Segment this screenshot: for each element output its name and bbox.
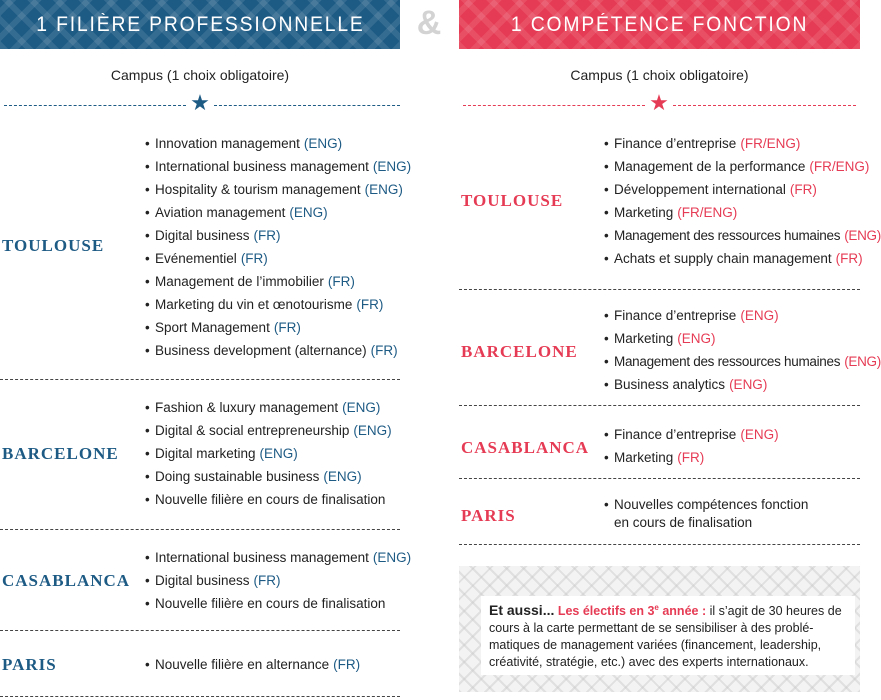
section-divider [459, 289, 860, 290]
city-paris: PARIS [2, 655, 57, 674]
list-item: • Nouvelle filière en alternance (FR) [145, 653, 360, 676]
star-icon: ★ [190, 90, 210, 115]
electives-text [481, 596, 855, 675]
bullet-icon: • [604, 136, 609, 151]
bullet-icon: • [145, 136, 150, 151]
city-toulouse: TOULOUSE [2, 236, 105, 255]
bullet-icon: • [145, 492, 150, 507]
section-divider [459, 544, 860, 545]
city-casablanca: CASABLANCA [2, 571, 131, 590]
city-casablanca: CASABLANCA [461, 438, 590, 457]
competence-banner [459, 0, 860, 49]
bullet-icon: • [604, 251, 609, 266]
dashed-line [4, 105, 186, 106]
list-item: • Digital & social entrepreneurship (ENG) [145, 419, 392, 442]
dashed-line [214, 105, 400, 106]
electives-body: il s’agit de 30 heures de cours à la carte permettant de se sensibiliser à des problé-matiques de management variées (financement, leadership, créativité, stratégie, etc.) avec des experts internationaux. [489, 604, 842, 670]
bullet-icon: • [145, 182, 150, 197]
list-item: • Finance d’entreprise (FR/ENG) [604, 132, 881, 155]
section-divider [0, 379, 400, 380]
bullet-icon: • [604, 427, 609, 442]
ampersand: & [416, 4, 442, 42]
list-item: • Fashion & luxury management (ENG) [145, 396, 392, 419]
bullet-icon: • [604, 331, 609, 346]
list-item: • Marketing du vin et œnotourisme (FR) [145, 293, 411, 316]
bullet-icon: • [145, 423, 150, 438]
bullet-icon: • [145, 274, 150, 289]
competence-item-paris: • Nouvelles compétences fonction en cours de finalisation [604, 497, 809, 530]
list-item: • Business development (alternance) (FR) [145, 339, 411, 362]
list-item: • Management des ressources humaines (ENG) [604, 350, 881, 373]
list-item: • Evénementiel (FR) [145, 247, 411, 270]
list-item: • Sport Management (FR) [145, 316, 411, 339]
bullet-icon: • [145, 400, 150, 415]
filiere-banner-title: 1 FILIÈRE PROFESSIONNELLE [35, 12, 365, 36]
competence-list-barcelone [604, 304, 881, 396]
section-divider [0, 529, 400, 530]
bullet-icon: • [145, 550, 150, 565]
star-icon: ★ [649, 90, 669, 115]
bullet-icon: • [604, 205, 609, 220]
program-list-casablanca [145, 546, 411, 615]
list-item: • International business management (ENG) [145, 546, 411, 569]
bullet-icon: • [604, 308, 609, 323]
bullet-icon: • [145, 205, 150, 220]
bullet-icon: • [604, 354, 609, 369]
section-divider [0, 696, 400, 697]
bullet-icon: • [604, 159, 609, 174]
list-item: • Digital business (FR) [145, 569, 411, 592]
list-item: • Aviation management (ENG) [145, 201, 411, 224]
list-item: • Management des ressources humaines (ENG) [604, 224, 881, 247]
bullet-icon: • [145, 657, 150, 672]
bullet-icon: • [604, 182, 609, 197]
section-divider [459, 478, 860, 479]
campus-label: Campus (1 choix obligatoire) [570, 67, 749, 83]
competence-list-toulouse [604, 132, 881, 270]
program-list-paris [145, 653, 360, 676]
list-item: • International business management (ENG) [145, 155, 411, 178]
electives-panel [459, 566, 860, 692]
list-item: • Nouvelle filière en cours de finalisation [145, 592, 411, 615]
bullet-icon: • [145, 251, 150, 266]
bullet-icon: • [604, 377, 609, 392]
star-divider [0, 90, 400, 115]
section-divider [459, 405, 860, 406]
bullet-icon: • [145, 469, 150, 484]
list-item: • Achats et supply chain management (FR) [604, 247, 881, 270]
filiere-banner [0, 0, 400, 49]
list-item: • Marketing (FR/ENG) [604, 201, 881, 224]
section-divider [0, 630, 400, 631]
list-item: • Digital business (FR) [145, 224, 411, 247]
city-barcelone: BARCELONE [461, 342, 578, 361]
list-item: • Doing sustainable business (ENG) [145, 465, 392, 488]
city-barcelone: BARCELONE [2, 444, 119, 463]
competence-list-casablanca [604, 423, 779, 469]
list-item: • Marketing (FR) [604, 446, 779, 469]
list-item: • Innovation management (ENG) [145, 132, 411, 155]
bullet-icon: • [145, 446, 150, 461]
bullet-icon: • [604, 228, 609, 243]
list-item: • Finance d’entreprise (ENG) [604, 304, 881, 327]
program-list-toulouse [145, 132, 411, 362]
star-divider [459, 90, 860, 115]
bullet-icon: • [145, 573, 150, 588]
campus-label: Campus (1 choix obligatoire) [110, 67, 290, 83]
list-item: • Management de l’immobilier (FR) [145, 270, 411, 293]
bullet-icon: • [145, 297, 150, 312]
list-item: • Nouvelle filière en cours de finalisation [145, 488, 392, 511]
bullet-icon: • [145, 596, 150, 611]
program-list-barcelone [145, 396, 392, 511]
city-toulouse: TOULOUSE [461, 191, 564, 210]
list-item: • Marketing (ENG) [604, 327, 881, 350]
bullet-icon: • [145, 343, 150, 358]
bullet-icon: • [604, 450, 609, 465]
bullet-icon: • [145, 320, 150, 335]
electives-lead: Et aussi... [489, 602, 555, 619]
list-item: • Finance d’entreprise (ENG) [604, 423, 779, 446]
list-item: • Développement international (FR) [604, 178, 881, 201]
dashed-line [673, 105, 856, 106]
bullet-icon: • [145, 228, 150, 243]
competence-banner-title: 1 COMPÉTENCE FONCTION [510, 12, 809, 36]
electives-highlight: Les électifs en 3e année : [557, 603, 707, 619]
list-item: • Hospitality & tourism management (ENG) [145, 178, 411, 201]
list-item: • Management de la performance (FR/ENG) [604, 155, 881, 178]
bullet-icon: • [145, 159, 150, 174]
dashed-line [463, 105, 645, 106]
list-item: • Business analytics (ENG) [604, 373, 881, 396]
list-item: • Digital marketing (ENG) [145, 442, 392, 465]
city-paris: PARIS [461, 506, 516, 525]
bullet-icon: • [604, 497, 609, 512]
